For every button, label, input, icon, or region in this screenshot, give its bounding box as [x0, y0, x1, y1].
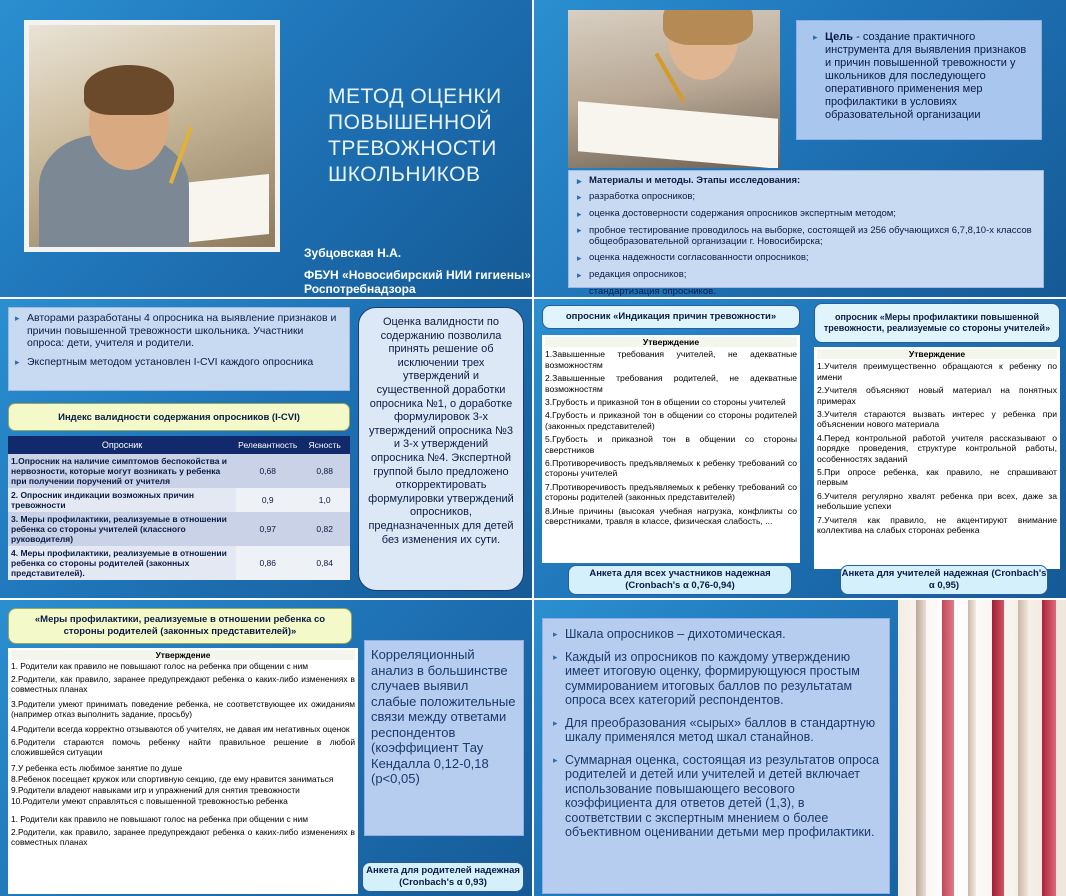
- left-title-text: опросник «Индикация причин тревожности»: [565, 311, 777, 322]
- right-footer-text: Анкета для учителей надежная (Cronbach's α 0,95): [841, 568, 1047, 591]
- table-cell: 2. Опросник индикации возможных причин тревожности: [8, 488, 236, 512]
- slide-title: [0, 0, 532, 297]
- statement-item: 3.Родители умеют принимать поведение ребенка, не соответствующее их ожиданиям (например отказ выполнить задание, просьбу): [11, 699, 355, 719]
- left-questionnaire-title: [542, 305, 800, 329]
- statement-item: 8.Ребенок посещает кружок или спортивную секцию, где ему нравится заниматься: [11, 774, 334, 784]
- statement-item: 2.Завышенные требования родителей, не адекватные возможностям: [545, 373, 797, 394]
- books-photo: [898, 600, 1066, 896]
- scale-item: ▸ Суммарная оценка, состоящая из результатов опроса родителей и детей или учителей и детей включает использование повышающего весового коэффициента для ответов детей (1,3), в соответствии с экспертным мнением о более объективном оценивании детьми мер профилактики.: [553, 753, 881, 840]
- correlation-text: Корреляционный анализ в большинстве случаев выявил слабые положительные связи между ответами респондентов (коэффициент Тау Кендалла 0,12-0,18 (p<0,05): [371, 647, 516, 786]
- table-cell: 1,0: [299, 488, 350, 512]
- table-cell: 4. Меры профилактики, реализуемые в отношении ребенка со стороны родителей (законных представителей).: [8, 546, 236, 580]
- slide-validity: [0, 299, 532, 598]
- statement-item: 2.Родители, как правило, заранее предупреждают ребенка о каких-либо изменениях в совместных планах: [11, 827, 355, 847]
- table-cell: 1.Опросник на наличие симптомов беспокойства и нервозности, которые могут возникать у ребенка при получении поручений от учителя: [8, 454, 236, 488]
- statement-item: 6.Учителя регулярно хвалят ребенка при всех, даже за небольшие успехи: [817, 490, 1057, 512]
- statement-item: 7.У ребенка есть любимое занятие по душе: [11, 763, 183, 773]
- table-cell: 0,86: [236, 546, 299, 580]
- table-cell: 0,68: [236, 454, 299, 488]
- right-questionnaire-title: [814, 303, 1060, 343]
- correlation-box: [364, 640, 524, 836]
- methods-item: ▸ пробное тестирование проводилось на выборке, состоящей из 256 обучающихся 6,7,8,10-х классов общеобразовательной организации г. Новосибирска;: [577, 225, 1035, 247]
- parents-reliability-note: [362, 862, 524, 892]
- statement-item: 4.Родители всегда корректно отзываются об учителях, не давая им негативных оценок: [11, 724, 350, 734]
- index-title-text: Индекс валидности содержания опросников (I-CVI): [58, 411, 300, 423]
- table-row: [8, 512, 350, 546]
- parents-questionnaire-title: [8, 608, 352, 644]
- methods-title: ▸ Материалы и методы. Этапы исследования:: [577, 175, 1035, 187]
- table-cell: 0,82: [299, 512, 350, 546]
- statement-item: 2.Учителя объясняют новый материал на понятных примерах: [817, 385, 1057, 406]
- statement-item: 5.При опросе ребенка, как правило, не спрашивают первым: [817, 467, 1057, 488]
- right-reliability-note: [840, 565, 1048, 595]
- parents-title-text: «Меры профилактики, реализуемые в отношении ребенка со стороны родителей (законных представителей)»: [34, 614, 326, 637]
- statement-item: 4.Перед контрольной работой учителя рассказывают о порядке проведения, структуре контрольной работы, особенностях заданий: [817, 432, 1057, 464]
- parents-footer-text: Анкета для родителей надежная (Cronbach's α 0,93): [366, 865, 520, 888]
- col-header: Опросник: [8, 436, 236, 454]
- statement-item: 1.Завышенные требования учителей, не адекватные возможностям: [545, 349, 797, 370]
- methods-item: ▸ оценка надежности согласованности опросников;: [577, 252, 1035, 264]
- table-row: [8, 454, 350, 488]
- slide-parents: [0, 600, 532, 896]
- table-cell: 0,84: [299, 546, 350, 580]
- left-reliability-note: [568, 565, 792, 595]
- validity-text: Оценка валидности по содержанию позволила принять решение об исключении трех утверждений и существенной доработки опросника №1, о доработке формулировок 3-х утверждений опросника №3 и 3-х утверждений опросника №4. Экспертной группой было предложено откорректировать формулировки утверждений опросников, предназначенных для детей без изменения их сути.: [368, 316, 514, 546]
- right-title-text: опросник «Меры профилактики повышенной тревожности, реализуемые со стороны учителей»: [823, 312, 1051, 333]
- table-cell: 0,97: [236, 512, 299, 546]
- methods-item: ▸ стандартизация опросников.: [577, 286, 1035, 297]
- scale-item: ▸ Для преобразования «сырых» баллов в стандартную шкалу применялся метод шкал станайнов.: [553, 716, 881, 745]
- statement-item: 7.Противоречивость предъявляемых к ребенку требований со стороны родителей (законных представителей): [545, 481, 797, 503]
- methods-item: ▸ разработка опросников;: [577, 191, 1035, 203]
- statement-item: 7.Учителя как правило, не акцентируют внимание коллектива на слабых сторонах ребенка: [817, 514, 1057, 536]
- statement-item: 4.Грубость и приказной тон в общении со стороны родителей (законных представителей): [545, 410, 797, 431]
- index-title: [8, 403, 350, 431]
- presentation-title: МЕТОД ОЦЕНКИ ПОВЫШЕННОЙ ТРЕВОЖНОСТИ ШКОЛЬНИКОВ: [328, 85, 502, 186]
- boy-writing-photo: [24, 20, 280, 252]
- slide-questionnaires: [534, 299, 1066, 598]
- goal-text: - создание практичного инструмента для выявления признаков и причин повышенной тревожности у школьников для последующего оперативного применения мер профилактики в условиях образовательной организации: [825, 31, 1027, 121]
- statement-item: 8.Иные причины (высокая учебная нагрузка, конфликты со сверстниками, травля в классе, физическая слабость, ...: [545, 505, 797, 527]
- table-cell: 0,9: [236, 488, 299, 512]
- goal-label: Цель: [825, 31, 854, 43]
- slide-scale: [534, 600, 1066, 896]
- statement-item: 3.Грубость и приказной тон в общении со стороны учителей: [545, 397, 786, 408]
- statement-item: 6.Противоречивость предъявляемых к ребенку требований со стороны учителей: [545, 458, 797, 479]
- statement-header: Утверждение: [11, 650, 355, 660]
- scale-item: ▸ Каждый из опросников по каждому утверждению имеет итоговую оценку, формирующуюся простым суммированием итоговых баллов по результатам опроса всех категорий респондентов.: [553, 650, 881, 708]
- statement-item: 1. Родители как правило не повышают голос на ребенка при общении с ним: [11, 814, 309, 824]
- statement-item: 1. Родители как правило не повышают голос на ребенка при общении с ним: [11, 661, 309, 671]
- validity-box: [358, 307, 524, 591]
- author-name: Зубцовская Н.А.: [304, 246, 402, 260]
- statement-item: 2.Родители, как правило, заранее предупреждают ребенка о каких-либо изменениях в совместных планах: [11, 674, 355, 694]
- table-row: [8, 488, 350, 512]
- table-cell: 3. Меры профилактики, реализуемые в отношении ребенка со стороны учителей (классного руководителя): [8, 512, 236, 546]
- statement-item: 1.Учителя преимущественно обращаются к ребенку по имени: [817, 361, 1057, 382]
- statement-item: 10.Родители умеют справляться с повышенной тревожностью ребенка: [11, 796, 288, 806]
- organization-name-2: Роспотребнадзора: [304, 282, 416, 296]
- table-cell: 0,88: [299, 454, 350, 488]
- statement-header: Утверждение: [817, 349, 1057, 359]
- slide-goal: [534, 0, 1066, 297]
- col-header: Ясность: [299, 436, 350, 454]
- statement-header: Утверждение: [545, 337, 797, 347]
- intro-item: ▸ Экспертным методом установлен I-CVI каждого опросника: [15, 356, 343, 369]
- methods-item: ▸ редакция опросников;: [577, 269, 1035, 281]
- goal-box: [796, 20, 1042, 140]
- left-statements: [542, 335, 800, 563]
- organization-name: ФБУН «Новосибирский НИИ гигиены»: [304, 268, 531, 282]
- intro-box: [8, 307, 350, 391]
- col-header: Релевантность: [236, 436, 299, 454]
- methods-box: [568, 170, 1044, 297]
- parents-statements: [8, 648, 358, 894]
- methods-item: ▸ оценка достоверности содержания опросников экспертным методом;: [577, 208, 1035, 220]
- left-footer-text: Анкета для всех участников надежная (Cronbach's α 0,76-0,94): [589, 568, 771, 591]
- statement-item: 6.Родители стараются помочь ребенку найти правильное решение в любой сложившейся ситуации: [11, 737, 355, 757]
- scale-item: ▸ Шкала опросников – дихотомическая.: [553, 627, 881, 642]
- right-statements: [814, 347, 1060, 569]
- students-exam-photo: [568, 10, 780, 168]
- scale-box: [542, 618, 890, 894]
- statement-item: 3.Учителя стараются вызвать интерес у ребенка при объяснении нового материала: [817, 409, 1057, 430]
- statement-item: 9.Родители владеют навыками игр и упражнений для снятия тревожности: [11, 785, 300, 795]
- statement-item: 5.Грубость и приказной тон в общении со стороны сверстников: [545, 434, 797, 455]
- icvi-table: [8, 436, 350, 580]
- intro-item: ▸ Авторами разработаны 4 опросника на выявление признаков и причин повышенной тревожности школьника. Участники опроса: дети, учителя и родители.: [15, 312, 343, 350]
- table-row: [8, 546, 350, 580]
